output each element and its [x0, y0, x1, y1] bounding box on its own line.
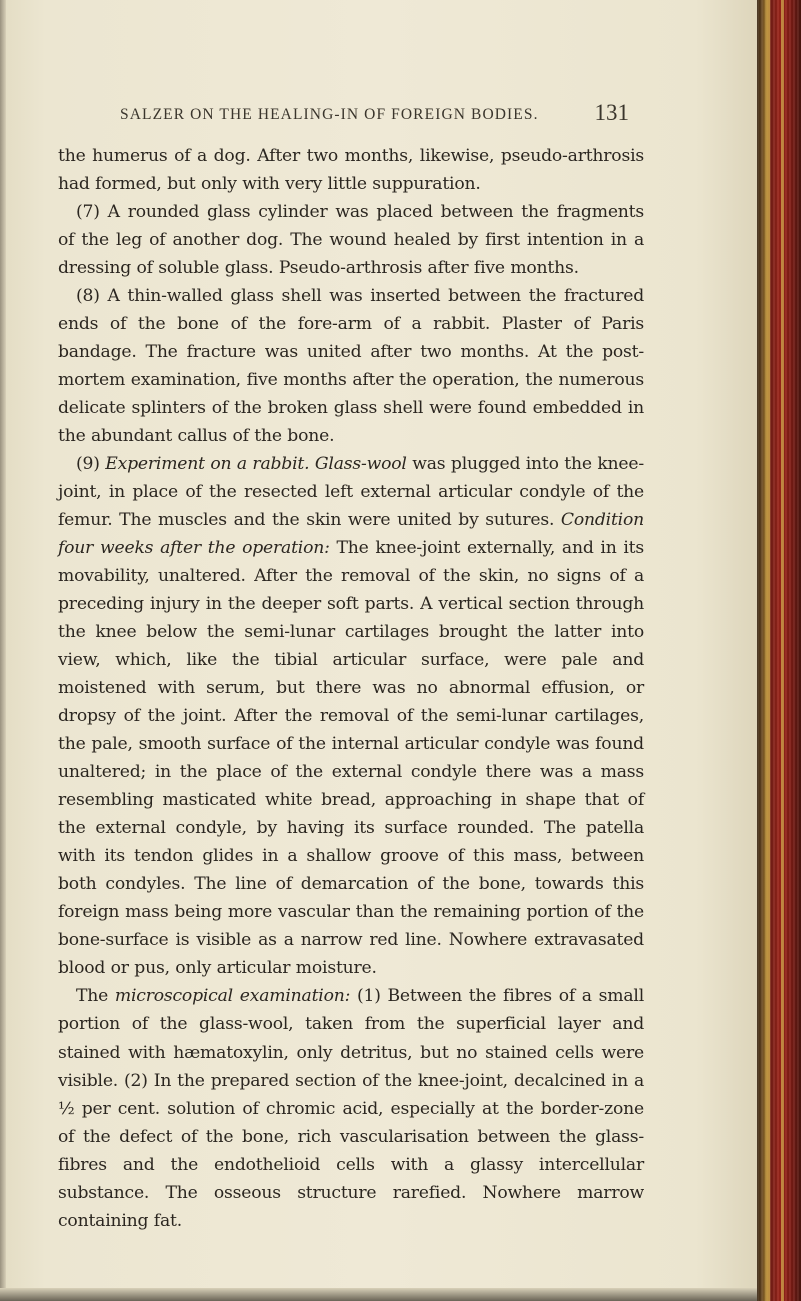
experiment-number: (9): [76, 454, 106, 475]
microscopical-lead: The: [76, 986, 115, 1007]
experiment-text-part-1: was plugged into the knee-joint, in place of the resected left external articular condyle of the femur. The muscles and the skin were united by sutures.: [58, 454, 644, 531]
experiment-text-part-2: The knee-joint externally, and in its movability, unaltered. After the removal of the skin, no signs of a preceding injury in the deeper soft parts. A vertical section through the knee below the semi-lunar cartilages brought the latter into view, which, like the tibial articular surface, were pale and moistened with serum, but there was no abnormal effusion, or dropsy of the joint. After the removal of the semi-lunar cartilages, the pale, smooth surface of the internal articular condyle was found unaltered; in the place of the external condyle there was a mass resembling masticated white bread, approaching in shape that of the external condyle, by having its surface rounded. The patella with its tendon glides in a shallow groove of this mass, between both condyles. The line of demarcation of the bone, towards this foreign mass being more vascular than the remaining portion of the bone-surface is visible as a narrow red line. Nowhere extravasated blood or pus, only articular moisture.: [58, 538, 645, 979]
experiment-title-italic: Experiment on a rabbit. Glass-wool: [105, 454, 407, 475]
condition-heading-italic: Condition four weeks after the operation:: [58, 510, 644, 559]
page-number: 131: [594, 100, 629, 125]
paragraph-experiment-8: (8) A thin-walled glass shell was inserted between the fractured ends of the bone of the fore-arm of a rabbit. Plaster of Paris bandage. The fracture was united after two months. At the post-mortem examination, five months after the operation, the numerous delicate splinters of the broken glass shell were found embedded in the abundant callus of the bone.: [58, 286, 644, 447]
page-bottom-edge: [0, 1288, 757, 1301]
running-header: SALZER ON THE HEALING-IN OF FOREIGN BODIES.: [120, 106, 539, 123]
paragraph-continuation: the humerus of a dog. After two months, likewise, pseudo-arthrosis had formed, but only with very little suppuration.: [58, 146, 644, 195]
book-spine: [757, 0, 801, 1301]
spine-gilt-stripe: [767, 0, 770, 1301]
body-text: [58, 142, 644, 1235]
paragraph-microscopical-examination: [58, 982, 644, 1234]
paragraph-experiment-9: [58, 450, 644, 982]
microscopical-heading-italic: microscopical examination:: [114, 986, 351, 1007]
microscopical-text: (1) Between the fibres of a small portion of the glass-wool, taken from the superficial layer and stained with hæmatoxylin, only detritus, but no stained cells were visible. (2) In the prepared section of the knee-joint, decalcined in a ½ per cent. solution of chromic acid, especially at the border-zone of the defect of the bone, rich vascularisation between the glass-fibres and the endothelioid cells with a glassy intercellular substance. The osseous structure rarefied. Nowhere marrow containing fat.: [58, 986, 645, 1231]
spine-gilt-stripe: [781, 0, 784, 1301]
page-left-edge: [0, 0, 6, 1301]
paragraph-experiment-7: (7) A rounded glass cylinder was placed between the fragments of the leg of another dog. The wound healed by first intention in a dressing of soluble glass. Pseudo-arthrosis after five months.: [58, 202, 644, 279]
